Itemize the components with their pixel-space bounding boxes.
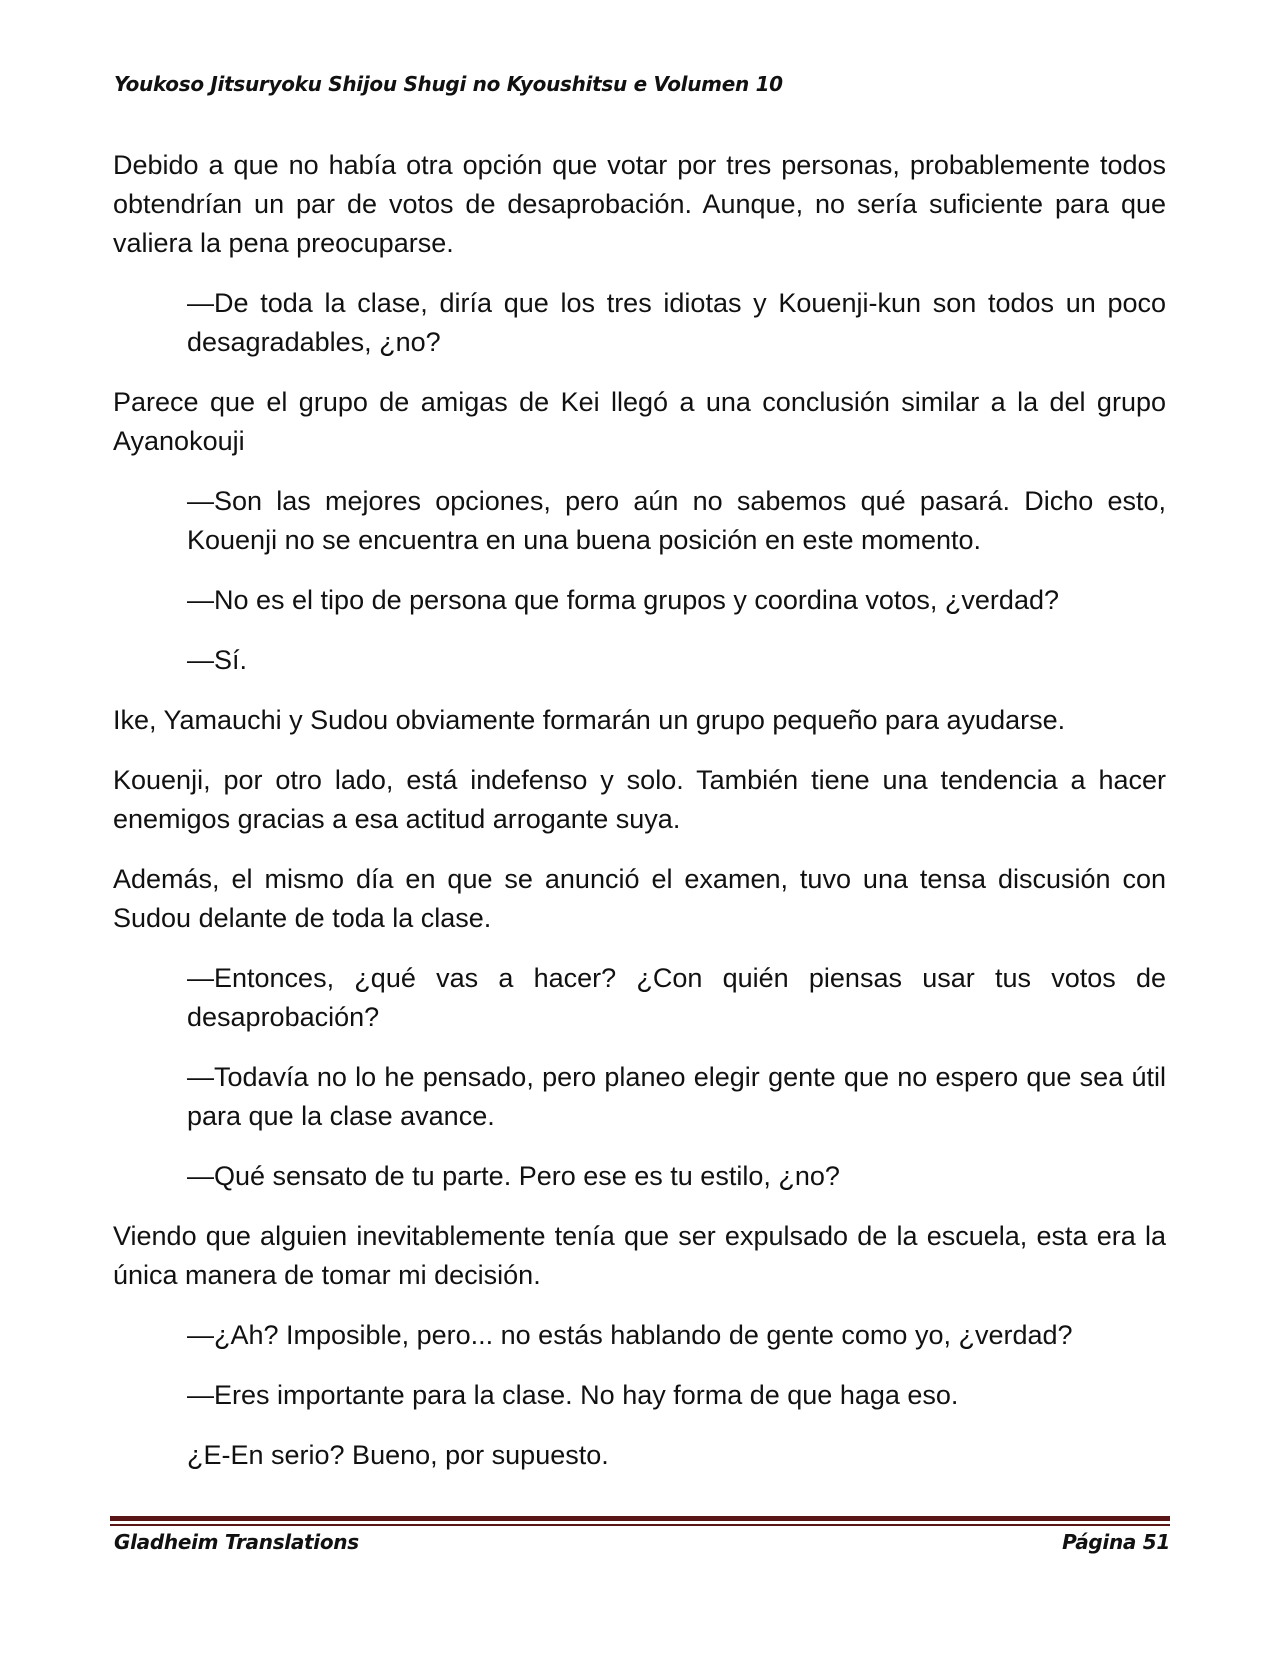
footer-divider-thin bbox=[110, 1524, 1170, 1526]
dialogue-line: —Qué sensato de tu parte. Pero ese es tu estilo, ¿no? bbox=[187, 1161, 840, 1191]
footer-page-number: Página 51 bbox=[1062, 1530, 1170, 1554]
dialogue-line: —¿Ah? Imposible, pero... no estás hablando de gente como yo, ¿verdad? bbox=[187, 1320, 1073, 1350]
dialogue-line: —Todavía no lo he pensado, pero planeo elegir gente que no espero que sea útil para que la clase avance. bbox=[187, 1062, 1166, 1131]
footer-publisher: Gladheim Translations bbox=[114, 1530, 359, 1554]
page-header-title: Youkoso Jitsuryoku Shijou Shugi no Kyoushitsu e Volumen 10 bbox=[114, 72, 783, 96]
body-text bbox=[113, 146, 1166, 1496]
dialogue-line: —Sí. bbox=[187, 645, 248, 675]
paragraph: Además, el mismo día en que se anunció el examen, tuvo una tensa discusión con Sudou delante de toda la clase. bbox=[113, 864, 1166, 933]
dialogue-line: —De toda la clase, diría que los tres idiotas y Kouenji-kun son todos un poco desagradables, ¿no? bbox=[187, 288, 1166, 357]
dialogue-line: —Entonces, ¿qué vas a hacer? ¿Con quién piensas usar tus votos de desaprobación? bbox=[187, 963, 1166, 1032]
paragraph: Ike, Yamauchi y Sudou obviamente formarán un grupo pequeño para ayudarse. bbox=[113, 705, 1066, 735]
paragraph: Parece que el grupo de amigas de Kei llegó a una conclusión similar a la del grupo Ayanokouji bbox=[113, 387, 1166, 456]
paragraph: Viendo que alguien inevitablemente tenía que ser expulsado de la escuela, esta era la única manera de tomar mi decisión. bbox=[113, 1221, 1166, 1290]
dialogue-line: —Eres importante para la clase. No hay forma de que haga eso. bbox=[187, 1380, 959, 1410]
dialogue-line: —Son las mejores opciones, pero aún no sabemos qué pasará. Dicho esto, Kouenji no se encuentra en una buena posición en este momento. bbox=[187, 486, 1166, 555]
dialogue-line: ¿E-En serio? Bueno, por supuesto. bbox=[187, 1440, 609, 1470]
dialogue-line: —No es el tipo de persona que forma grupos y coordina votos, ¿verdad? bbox=[187, 585, 1059, 615]
footer-divider-thick bbox=[110, 1516, 1170, 1521]
paragraph: Debido a que no había otra opción que votar por tres personas, probablemente todos obtendrían un par de votos de desaprobación. Aunque, no sería suficiente para que valiera la pena preocuparse. bbox=[113, 150, 1166, 258]
paragraph: Kouenji, por otro lado, está indefenso y solo. También tiene una tendencia a hacer enemigos gracias a esa actitud arrogante suya. bbox=[113, 765, 1166, 834]
